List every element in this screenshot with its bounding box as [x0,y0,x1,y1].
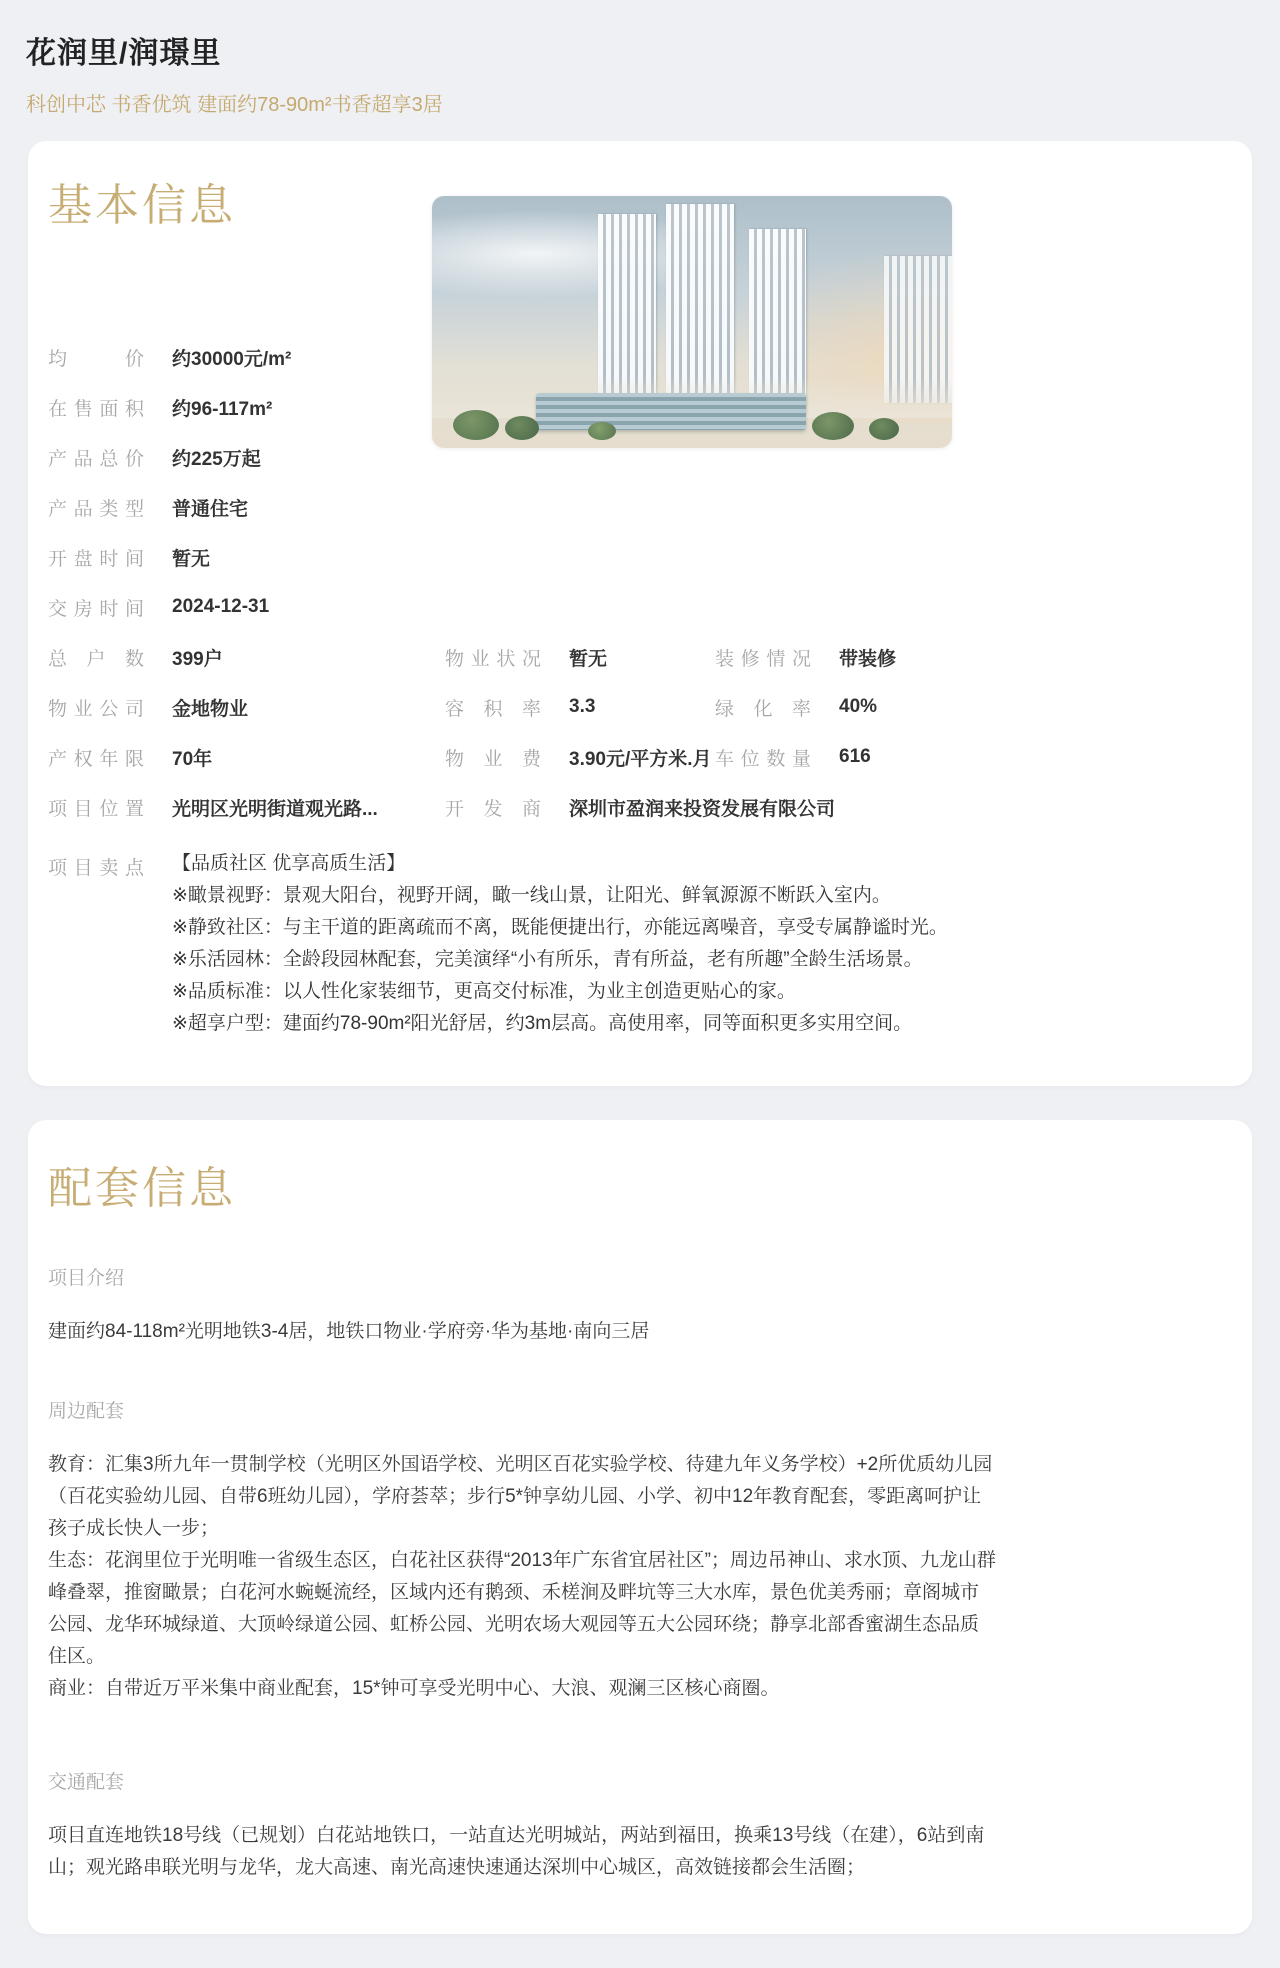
field-delivery-date [48,582,1232,632]
grid-column-3 [715,632,896,832]
field-total-households [48,632,445,682]
field-label: 物业费 [445,748,541,770]
field-label: 物业状况 [445,648,541,670]
field-label: 开发商 [445,798,541,820]
surrounding-label: 周边配套 [48,1401,125,1422]
field-value: 40% [839,696,878,717]
basic-info-card [28,141,1252,1086]
tree-shape [588,422,616,440]
basic-info-grid [48,632,1232,832]
field-value: 70年 [172,748,213,770]
field-label: 车位数量 [715,748,811,770]
surrounding-ecology: 生态：花润里位于光明唯一省级生态区，白花社区获得“2013年广东省宜居社区”；周边吊神山、求水顶、九龙山群峰叠翠，推窗瞰景；白花河水蜿蜒流经，区域内还有鹅颈、禾槎涧及畔坑等三大水库，景色优美秀丽；章阁城市公园、龙华环城绿道、大顶岭绿道公园、虹桥公园、光明农场大观园等五大公园环绕；静享北部香蜜湖生态品质住区。 [48,1550,996,1667]
field-value: 普通住宅 [172,498,249,520]
selling-point-line: ※瞰景视野：景观大阳台，视野开阔，瞰一线山景，让阳光、鲜氧源源不断跃入室内。 [172,885,891,906]
project-intro-label: 项目介绍 [48,1268,125,1289]
field-label: 在售面积 [48,398,144,420]
amenities-card [28,1120,1252,1934]
field-plot-ratio [445,682,715,732]
field-opening-date [48,532,1232,582]
page-header [0,0,1280,117]
grid-column-1 [48,632,445,832]
selling-points-label: 项目卖点 [48,858,144,879]
field-label: 产品类型 [48,498,144,520]
transport-text: 项目直连地铁18号线（已规划）白花站地铁口，一站直达光明城站，两站到福田，换乘13号线（在建），6站到南山；观光路串联光明与龙华，龙大高速、南光高速快速通达深圳中心城区，高效链接都会生活圈； [48,1825,985,1878]
field-label: 物业公司 [48,698,144,720]
selling-points [48,848,1232,1040]
field-label: 交房时间 [48,598,144,620]
selling-point-line: ※静致社区：与主干道的距离疏而不离，既能便捷出行，亦能远离噪音，享受专属静谧时光。 [172,917,948,938]
transport-label: 交通配套 [48,1772,125,1793]
field-product-type [48,482,1232,532]
surrounding-commerce: 商业：自带近万平米集中商业配套，15*钟可享受光明中心、大浪、观澜三区核心商圈。 [48,1678,780,1699]
field-value: 暂无 [172,548,211,570]
tree-shape [869,418,899,440]
selling-point-line: ※超享户型：建面约78-90m²阳光舒居，约3m层高。高使用率，同等面积更多实用空间。 [172,1013,913,1034]
selling-point-line: ※品质标准：以人性化家装细节，更高交付标准，为业主创造更贴心的家。 [172,981,796,1002]
field-developer [445,782,836,832]
property-photo [432,196,952,448]
selling-points-body [172,848,948,1040]
amenities-title: 配套信息 [48,1164,236,1213]
field-greening-rate [715,682,896,732]
surrounding-education: 教育：汇集3所九年一贯制学校（光明区外国语学校、光明区百花实验学校、待建九年义务学校）+2所优质幼儿园（百花实验幼儿园、自带6班幼儿园），学府荟萃；步行5*钟享幼儿园、小学、初中12年教育配套，零距离呵护让孩子成长快人一步； [48,1454,993,1539]
field-value: 约96-117m² [172,398,273,420]
field-label: 产权年限 [48,748,144,770]
field-value: 616 [839,746,871,767]
field-label: 绿化率 [715,698,811,720]
field-project-location [48,782,445,832]
field-property-company [48,682,445,732]
field-label: 装修情况 [715,648,811,670]
field-value: 399户 [172,648,223,670]
field-value: 光明区光明街道观光路... [172,798,378,820]
field-label: 产品总价 [48,448,144,470]
field-property-fee [445,732,715,782]
selling-point-line: 【品质社区 优享高质生活】 [172,853,406,874]
field-property-status [445,632,715,682]
field-value: 3.3 [569,696,596,717]
field-parking-count [715,732,896,782]
field-label: 均价 [48,348,144,370]
selling-point-line: ※乐活园林：全龄段园林配套，完美演绎“小有所乐，青有所益，老有所趣”全龄生活场景。 [172,949,923,970]
basic-info-title: 基本信息 [48,181,236,230]
field-label: 容积率 [445,698,541,720]
field-value: 暂无 [569,648,608,670]
field-label: 总户数 [48,648,144,670]
field-value: 3.90元/平方米.月 [569,748,712,770]
field-value: 深圳市盈润来投资发展有限公司 [569,798,836,820]
tree-shape [505,416,539,440]
page-title: 花润里/润璟里 [26,37,222,70]
field-label: 开盘时间 [48,548,144,570]
field-value: 约225万起 [172,448,261,470]
surrounding-text [48,1449,996,1705]
field-value: 2024-12-31 [172,596,270,617]
field-label: 项目位置 [48,798,144,820]
field-value: 约30000元/m² [172,348,292,370]
field-value: 金地物业 [172,698,249,720]
tree-shape [812,412,854,440]
podium-shape [536,393,806,431]
project-intro-text: 建面约84-118m²光明地铁3-4居，地铁口物业·学府旁·华为基地·南向三居 [48,1321,650,1342]
field-decoration [715,632,896,682]
field-ownership-years [48,732,445,782]
field-value: 带装修 [839,648,897,670]
tree-shape [453,410,499,440]
page-subtitle: 科创中芯 书香优筑 建面约78-90m²书香超享3居 [26,94,443,116]
